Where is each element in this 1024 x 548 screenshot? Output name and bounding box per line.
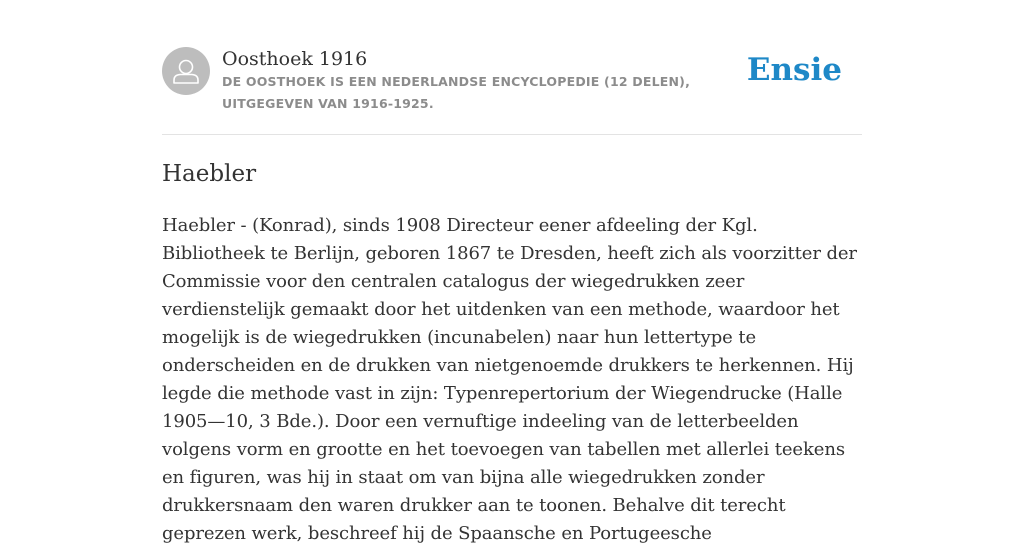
- source-title[interactable]: Oosthoek 1916: [222, 48, 368, 70]
- entry-body: Haebler - (Konrad), sinds 1908 Directeur eener afdeeling der Kgl. Bibliotheek te Berlijn, geboren 1867 te Dresden, heeft zich als voorzitter der Commissie voor den centralen catalogus der wiegedrukken zeer verdienstelijk gemaakt door het uitdenken van een methode, waardoor het mogelijk is de wiegedrukken (incunabelen) naar hun lettertype te onderscheiden en de drukken van nietgenoemde drukkers te herkennen. Hij legde die methode vast in zijn: Typenrepertorium der Wiegendrucke (Halle 1905—10, 3 Bde.). Door een vernuftige indeeling van de letterbeelden volgens vorm en grootte en het toevoegen van tabellen met allerlei teekens en figuren, was hij in staat om van bijna alle wiegedrukken zonder drukkersnaam den waren drukker aan te toonen. Behalve dit terecht geprezen werk, beschreef hij de Spaansche en Portugeesche: [162, 215, 857, 544]
- source-description: DE OOSTHOEK IS EEN NEDERLANDSE ENCYCLOPEDIE (12 DELEN), UITGEGEVEN VAN 1916-1925.: [222, 74, 691, 111]
- ensie-logo[interactable]: Ensie: [746, 52, 842, 88]
- entry-title: Haebler: [162, 161, 257, 187]
- source-avatar[interactable]: [162, 47, 210, 95]
- source-header: [162, 47, 862, 135]
- user-placeholder-icon: [162, 47, 210, 95]
